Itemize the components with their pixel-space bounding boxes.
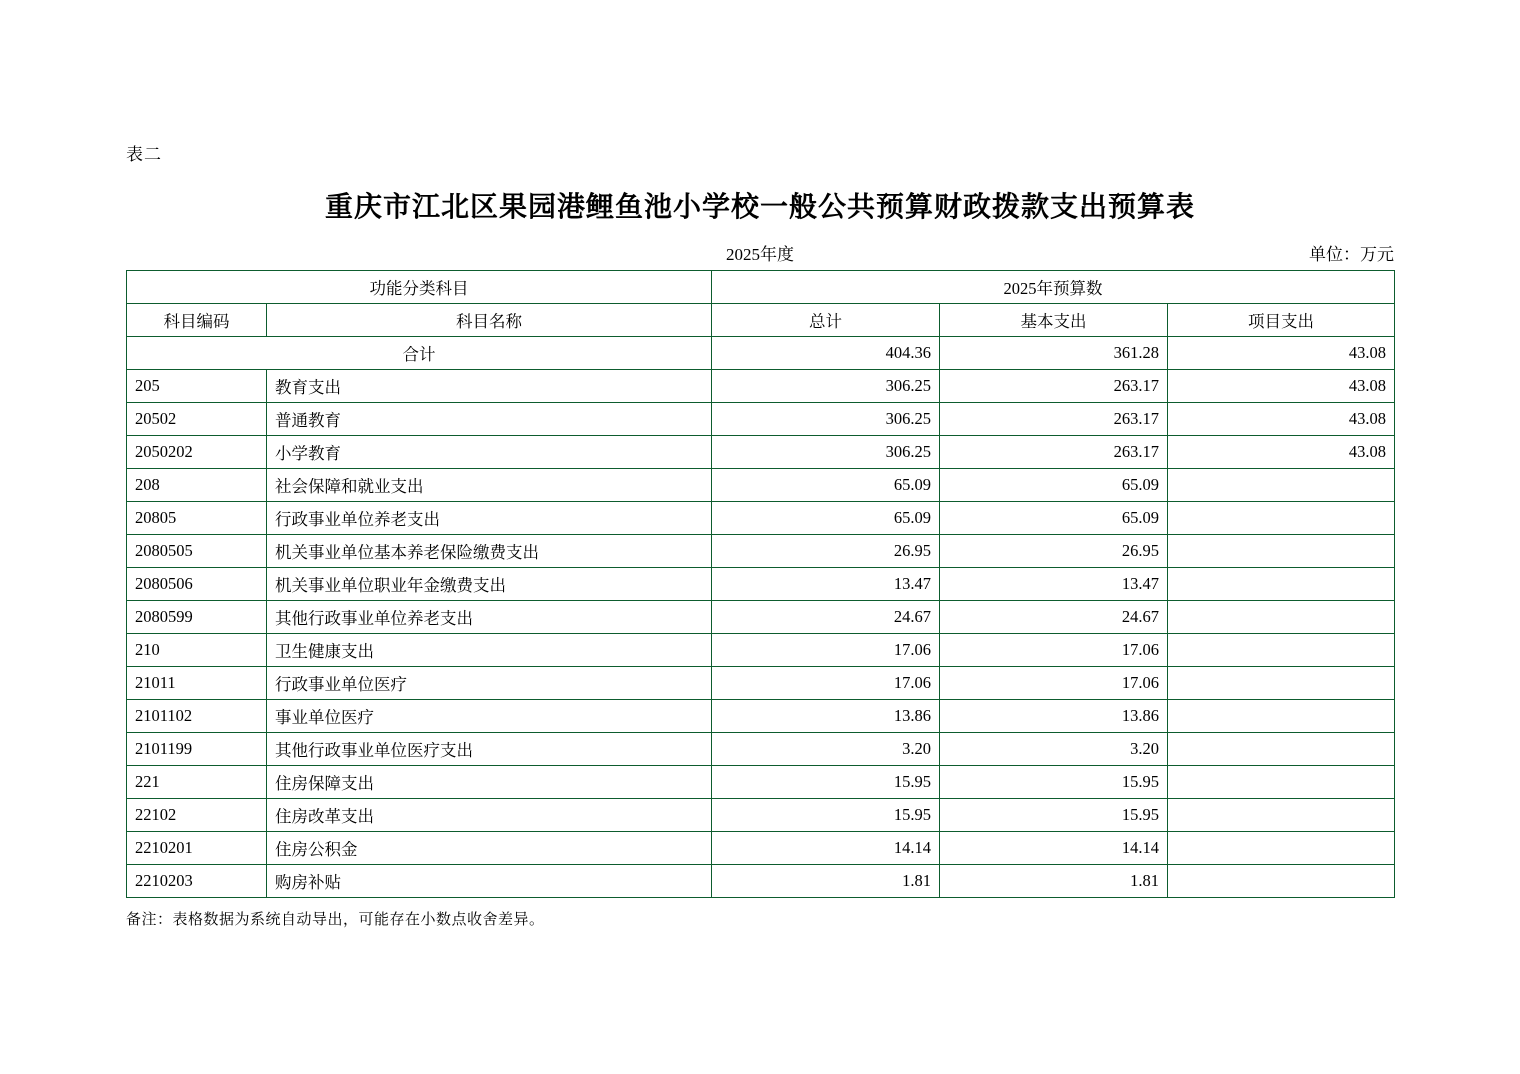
cell-project: [1168, 469, 1395, 502]
cell-basic: 1.81: [940, 865, 1168, 898]
cell-basic: 13.47: [940, 568, 1168, 601]
table-group-header-row: [127, 271, 1395, 304]
cell-code: 20805: [127, 502, 267, 535]
cell-total: 15.95: [712, 799, 940, 832]
cell-total: 3.20: [712, 733, 940, 766]
cell-total: 306.25: [712, 436, 940, 469]
cell-total: 17.06: [712, 667, 940, 700]
cell-total: 24.67: [712, 601, 940, 634]
cell-project: [1168, 733, 1395, 766]
column-header-name: 科目名称: [267, 304, 712, 337]
cell-total: 1.81: [712, 865, 940, 898]
cell-name: 机关事业单位职业年金缴费支出: [267, 568, 712, 601]
cell-total: 15.95: [712, 766, 940, 799]
cell-basic: 15.95: [940, 799, 1168, 832]
cell-name: 普通教育: [267, 403, 712, 436]
table-row: [127, 865, 1395, 898]
subtitle-row: [126, 240, 1394, 262]
cell-basic: 24.67: [940, 601, 1168, 634]
cell-total: 65.09: [712, 502, 940, 535]
cell-project: 43.08: [1168, 370, 1395, 403]
cell-project: [1168, 601, 1395, 634]
table-row: [127, 403, 1395, 436]
cell-code: 205: [127, 370, 267, 403]
cell-name: 事业单位医疗: [267, 700, 712, 733]
sheet-label: 表二: [126, 145, 162, 164]
total-row-project: 43.08: [1168, 337, 1395, 370]
table-row: [127, 700, 1395, 733]
cell-total: 65.09: [712, 469, 940, 502]
cell-name: 住房改革支出: [267, 799, 712, 832]
cell-code: 2080505: [127, 535, 267, 568]
total-row-basic: 361.28: [940, 337, 1168, 370]
table-row: [127, 733, 1395, 766]
cell-total: 13.86: [712, 700, 940, 733]
cell-basic: 17.06: [940, 667, 1168, 700]
cell-code: 20502: [127, 403, 267, 436]
table-row-total: [127, 337, 1395, 370]
cell-total: 13.47: [712, 568, 940, 601]
cell-project: [1168, 700, 1395, 733]
cell-basic: 13.86: [940, 700, 1168, 733]
period-label: 2025年度: [726, 245, 794, 264]
cell-basic: 26.95: [940, 535, 1168, 568]
cell-project: 43.08: [1168, 403, 1395, 436]
column-header-code: 科目编码: [127, 304, 267, 337]
cell-name: 行政事业单位养老支出: [267, 502, 712, 535]
cell-project: [1168, 865, 1395, 898]
cell-basic: 17.06: [940, 634, 1168, 667]
cell-project: [1168, 568, 1395, 601]
group-header-classification: 功能分类科目: [127, 271, 712, 304]
cell-code: 2080599: [127, 601, 267, 634]
budget-table: [126, 270, 1395, 898]
table-column-header-row: [127, 304, 1395, 337]
group-header-budget: 2025年预算数: [712, 271, 1395, 304]
cell-code: 2210201: [127, 832, 267, 865]
cell-code: 22102: [127, 799, 267, 832]
cell-project: [1168, 667, 1395, 700]
page-title: 重庆市江北区果园港鲤鱼池小学校一般公共预算财政拨款支出预算表: [324, 192, 1195, 223]
cell-name: 住房保障支出: [267, 766, 712, 799]
cell-code: 2050202: [127, 436, 267, 469]
cell-total: 17.06: [712, 634, 940, 667]
table-row: [127, 502, 1395, 535]
cell-code: 208: [127, 469, 267, 502]
cell-basic: 263.17: [940, 370, 1168, 403]
cell-name: 住房公积金: [267, 832, 712, 865]
cell-project: [1168, 766, 1395, 799]
cell-basic: 263.17: [940, 403, 1168, 436]
cell-code: 2101199: [127, 733, 267, 766]
footnote: 备注：表格数据为系统自动导出，可能存在小数点收舍差异。: [126, 912, 545, 928]
cell-project: 43.08: [1168, 436, 1395, 469]
cell-name: 其他行政事业单位养老支出: [267, 601, 712, 634]
cell-project: [1168, 634, 1395, 667]
table-row: [127, 436, 1395, 469]
cell-code: 210: [127, 634, 267, 667]
cell-project: [1168, 799, 1395, 832]
cell-name: 行政事业单位医疗: [267, 667, 712, 700]
cell-name: 购房补贴: [267, 865, 712, 898]
table-row: [127, 667, 1395, 700]
cell-name: 机关事业单位基本养老保险缴费支出: [267, 535, 712, 568]
column-header-project: 项目支出: [1168, 304, 1395, 337]
table-row: [127, 799, 1395, 832]
table-row: [127, 634, 1395, 667]
table-row: [127, 469, 1395, 502]
table-row: [127, 601, 1395, 634]
cell-project: [1168, 535, 1395, 568]
column-header-basic: 基本支出: [940, 304, 1168, 337]
cell-basic: 65.09: [940, 502, 1168, 535]
cell-code: 2210203: [127, 865, 267, 898]
unit-label: 单位：万元: [1309, 245, 1394, 264]
cell-name: 社会保障和就业支出: [267, 469, 712, 502]
cell-project: [1168, 832, 1395, 865]
cell-basic: 14.14: [940, 832, 1168, 865]
cell-total: 14.14: [712, 832, 940, 865]
cell-name: 小学教育: [267, 436, 712, 469]
table-body: [127, 337, 1395, 898]
cell-name: 教育支出: [267, 370, 712, 403]
table-head: [127, 271, 1395, 337]
cell-code: 2080506: [127, 568, 267, 601]
cell-basic: 3.20: [940, 733, 1168, 766]
column-header-total: 总计: [712, 304, 940, 337]
cell-total: 26.95: [712, 535, 940, 568]
cell-code: 21011: [127, 667, 267, 700]
table-row: [127, 766, 1395, 799]
cell-code: 221: [127, 766, 267, 799]
cell-code: 2101102: [127, 700, 267, 733]
cell-name: 其他行政事业单位医疗支出: [267, 733, 712, 766]
cell-total: 306.25: [712, 403, 940, 436]
cell-basic: 15.95: [940, 766, 1168, 799]
table-row: [127, 535, 1395, 568]
total-row-total: 404.36: [712, 337, 940, 370]
cell-project: [1168, 502, 1395, 535]
table-row: [127, 832, 1395, 865]
cell-total: 306.25: [712, 370, 940, 403]
cell-basic: 65.09: [940, 469, 1168, 502]
cell-basic: 263.17: [940, 436, 1168, 469]
table-row: [127, 568, 1395, 601]
total-row-label: 合计: [127, 337, 712, 370]
cell-name: 卫生健康支出: [267, 634, 712, 667]
table-row: [127, 370, 1395, 403]
